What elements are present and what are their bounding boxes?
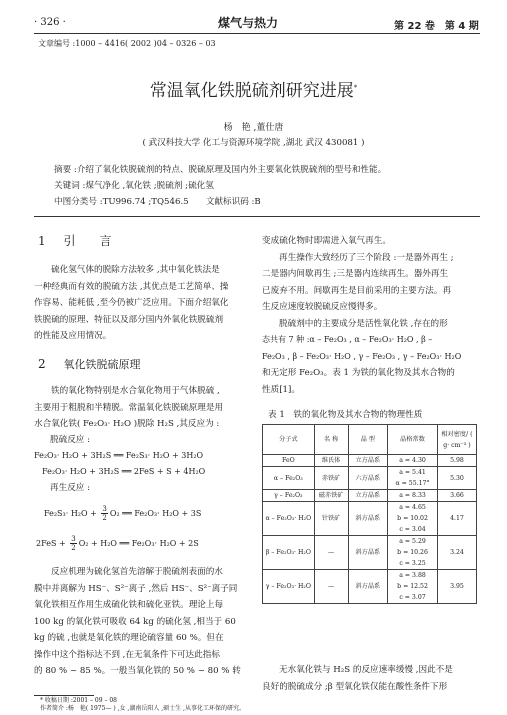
lattice-value: a = 5.29: [399, 538, 426, 545]
lattice-value: b = 10.02: [397, 515, 428, 522]
text-line: kg 的硫 ,也就是氧化铁的理论硫容量 60 %。但在: [34, 633, 224, 643]
cell-formula: α – Fe₂O₃: [263, 467, 315, 490]
text-line: Fe₂O₃ , β – Fe₂O₃· H₂O , γ – Fe₂O₃ , γ – Fe₂O₃· H₂O: [262, 351, 462, 361]
footnote: [40, 697, 245, 713]
cell-formula: FeO: [263, 455, 315, 467]
journal-name: 煤气与热力: [218, 16, 279, 30]
lattice-value: b = 10.26: [397, 549, 428, 556]
lattice-value: c = 3.25: [399, 560, 426, 567]
keywords: 关键词 :煤气净化 ,氧化铁 ;脱硫剂 ;硫化氢: [54, 181, 214, 191]
cell-density: 5.98: [437, 455, 476, 467]
text-line: 100 kg 的氧化铁可吸收 64 kg 的硫化氢 ,相当于 60: [34, 616, 236, 627]
text-line: 良好的脱硫成分 ;β 型氧化铁仅能在酸性条件下形: [262, 681, 448, 692]
col-header-formula: 分子式: [263, 425, 315, 455]
table-header-row: [263, 425, 477, 455]
footnote-received: * 收稿日期 :2001 – 09 – 08: [40, 697, 118, 704]
text-line: 氧化铁相互作用生成硫化铁和硫化亚铁。理论上每: [34, 600, 224, 610]
section-1-number: 1: [38, 234, 46, 248]
right-column-body: [262, 233, 476, 398]
cell-density: 3.66: [437, 490, 476, 502]
col-header-density: 相对密度/ ( g· cm⁻³ ): [437, 425, 476, 455]
text-line: 膜中并离解为 HS⁻、S²⁻离子 ,然后 HS⁻、S²⁻离子同: [34, 583, 238, 594]
equation-3: [44, 505, 201, 522]
footnote-author: 作者简介 :杨 艳( 1975— ) ,女 ,湖南岳阳人 ,硕士生 ,从事化工环保的研究。: [40, 705, 245, 712]
cell-name: 针铁矿: [314, 502, 348, 536]
cell-name: —: [314, 536, 348, 570]
cell-lattice: [388, 467, 438, 490]
text-line: 二是器内间歇再生 ;三是器内连续再生。器外再生: [262, 269, 449, 279]
eq4-left: 2FeS +: [36, 539, 69, 548]
text-line: 无水氧化铁与 H₂S 的反应速率缓慢 ,因此不是: [279, 665, 453, 675]
lattice-value: a = 5.41: [399, 469, 426, 476]
col-header-crystal: 晶 型: [348, 425, 388, 455]
col-header-lattice: 晶格常数: [388, 425, 438, 455]
equation-1: Fe₂O₃· H₂O + 3H₂S ══ Fe₂S₃· H₂O + 3H₂O: [34, 451, 204, 460]
abstract-rule: [34, 216, 480, 217]
eq3-denominator: 2: [102, 514, 107, 522]
equation-2: Fe₂O₃· H₂O + 3H₂S ══ 2FeS + S + 4H₂O: [42, 467, 206, 476]
text-line: 反应机理为硫化氢首先溶解于脱硫剂表面的水: [51, 567, 223, 577]
text-line: 铁脱硫的原理、特征以及部分国内外氧化铁脱硫剂: [34, 314, 224, 325]
lattice-value: a = 4.65: [399, 504, 426, 511]
cell-name: 磁赤铁矿: [314, 490, 348, 502]
cell-formula: β – Fe₂O₃· H₂O: [263, 536, 315, 570]
regeneration-label: 再生反应 :: [50, 483, 91, 493]
table-row: [263, 467, 477, 490]
table-row: [263, 570, 477, 604]
cell-crystal: 六方晶系: [348, 467, 388, 490]
lattice-value: α = 55.17°: [395, 480, 430, 487]
cell-density: 3.24: [437, 536, 476, 570]
cell-name: —: [314, 570, 348, 604]
abstract: 摘要 :介绍了氧化铁脱硫剂的特点、脱硫原理及国内外主要氧化铁脱硫剂的型号和性能。: [54, 165, 387, 175]
desulfurization-label: 脱硫反应 :: [50, 435, 91, 445]
cell-lattice: [388, 490, 438, 502]
eq3-left: Fe₂S₃· H₂O +: [44, 509, 100, 518]
eq3-numerator: 3: [102, 505, 107, 513]
eq4-fraction: [70, 535, 76, 552]
lattice-value: a = 8.33: [399, 492, 426, 499]
cell-lattice: [388, 455, 438, 467]
iron-oxide-table: [262, 424, 477, 604]
footnote-rule: [34, 695, 94, 696]
text-line: 脱硫剂中的主要成分是活性氧化铁 ,存在的形: [279, 318, 448, 329]
classification: 中图分类号 :TU996.74 ;TQ546.5 文献标识码 :B: [54, 197, 261, 207]
lattice-value: c = 3.04: [399, 526, 426, 533]
text-line: 性质[1]。: [262, 384, 300, 395]
section-2-body: [34, 383, 249, 433]
header-rule: [34, 33, 480, 34]
title-text: 常温氧化铁脱硫剂研究进展: [149, 81, 354, 101]
page-number: · 326 ·: [34, 17, 66, 28]
cell-lattice: [388, 570, 438, 604]
lattice-value: a = 3.88: [399, 572, 426, 579]
article-id: 文章编号 :1000 – 4416( 2002 )04 – 0326 – 03: [38, 39, 216, 48]
text-line: 一种经典而有效的脱硫方法 ,其优点是工艺简单、操: [34, 281, 229, 292]
table-row: [263, 455, 477, 467]
authors: 杨 艳 ,董仕唐: [223, 123, 284, 133]
eq4-denominator: 2: [71, 544, 76, 552]
cell-name: 维氏体: [314, 455, 348, 467]
table-row: [263, 536, 477, 570]
lattice-value: b = 12.52: [397, 583, 428, 590]
lattice-value: a = 4.30: [399, 457, 426, 464]
right-column-bottom: [262, 662, 476, 695]
cell-formula: γ – Fe₂O₃· H₂O: [263, 570, 315, 604]
text-line: 的 80 % ~ 85 %。一般当氧化铁的 50 % ~ 80 % 转: [34, 666, 241, 676]
eq3-right: O₂ ══ Fe₂O₃· H₂O + 3S: [109, 509, 202, 518]
eq4-numerator: 3: [71, 535, 76, 543]
affiliation: ( 武汉科技大学 化工与资源环境学院 ,湖北 武汉 430081 ): [142, 138, 365, 148]
text-line: 生反应速度较脱硫反应慢得多。: [262, 302, 383, 312]
cell-crystal: 斜方晶系: [348, 570, 388, 604]
table-row: [263, 502, 477, 536]
text-line: 硫化氢气体的脱除方法较多 ,其中氧化铁法是: [51, 265, 220, 275]
table-caption: 表 1 铁的氧化物及其水合物的物理性质: [268, 410, 423, 420]
text-line: 态共有 7 种 :α – Fe₂O₃ , α – Fe₂O₃· H₂O , β –: [262, 335, 433, 344]
eq4-right: O₂ + H₂O ══ Fe₂O₃· H₂O + 2S: [78, 539, 199, 548]
cell-lattice: [388, 502, 438, 536]
table-row: [263, 490, 477, 502]
section-1-title: 引 言: [63, 234, 112, 248]
cell-crystal: 斜方晶系: [348, 502, 388, 536]
cell-density: 3.95: [437, 570, 476, 604]
section-2-body-continued: [34, 564, 249, 680]
cell-formula: γ – Fe₂O₃: [263, 490, 315, 502]
eq3-fraction: [101, 505, 107, 522]
cell-formula: α – Fe₂O₃· H₂O: [263, 502, 315, 536]
section-1-heading: [38, 232, 111, 249]
text-line: 水合氧化铁( Fe₂O₃· H₂O )脱除 H₂S ,其反应为 :: [34, 419, 220, 429]
text-line: 再生操作大致经历了三个阶段 :一是器外再生 ;: [279, 252, 454, 263]
text-line: 和无定形 Fe₂O₃。表 1 为铁的氧化物及其水合物的: [262, 368, 455, 378]
text-line: 变成硫化物时即需进入氧气再生。: [262, 236, 391, 246]
section-2-number: 2: [38, 357, 46, 371]
cell-density: 5.30: [437, 467, 476, 490]
lattice-value: c = 3.07: [399, 594, 426, 601]
issue-info: 第 22 卷 第 4 期: [394, 21, 479, 32]
cell-density: 4.17: [437, 502, 476, 536]
text-line: 的性能及应用情况。: [34, 331, 112, 341]
section-2-title: 氧化铁脱硫原理: [63, 358, 141, 371]
cell-name: 赤铁矿: [314, 467, 348, 490]
col-header-name: 名 称: [314, 425, 348, 455]
text-line: 已废弃不用。间歇再生是目前采用的主要方法。再: [262, 285, 452, 296]
text-line: 主要用于粗脱和半精脱。常温氧化铁脱硫原理是用: [34, 402, 224, 413]
text-line: 铁的氧化物特别是水合氧化物用于气体脱硫 ,: [51, 386, 220, 396]
cell-crystal: 立方晶系: [348, 455, 388, 467]
text-line: 操作中这个指标达不到 ,在无氧条件下可达此指标: [34, 649, 220, 660]
equation-4: [36, 535, 199, 552]
cell-crystal: 立方晶系: [348, 490, 388, 502]
text-line: 作容易、能耗低 ,至今仍被广泛应用。下面介绍氧化: [34, 298, 229, 308]
title-footnote-mark: *: [353, 83, 358, 92]
cell-lattice: [388, 536, 438, 570]
section-1-body: [34, 262, 249, 345]
paper-title: [0, 76, 507, 101]
cell-crystal: 斜方晶系: [348, 536, 388, 570]
section-2-heading: [38, 356, 140, 372]
